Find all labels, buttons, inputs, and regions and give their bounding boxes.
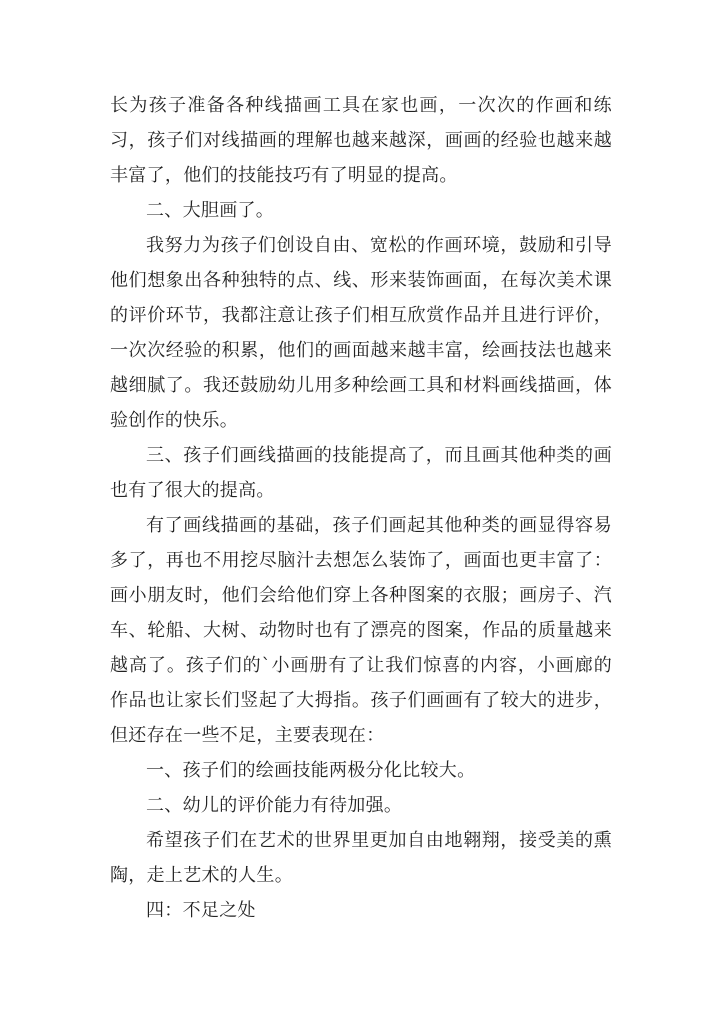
heading-shortcomings: 四：不足之处 <box>146 900 256 921</box>
paragraph-environment: 我努力为孩子们创设自由、宽松的作画环境，鼓励和引导他们想象出各种独特的点、线、形来装饰画面，在每次美术课的评价环节，我都注意让孩子们相互欣赏作品并且进行评价，一次次经验的积累，他们的画面越来越丰富，绘画技法也越来越细腻了。我还鼓励幼儿用多种绘画工具和材料画线描画，体验创作的快乐。 <box>110 235 612 431</box>
item-polarization: 一、孩子们的绘画技能两极分化比较大。 <box>146 760 476 781</box>
item-evaluation-ability: 二、幼儿的评价能力有待加强。 <box>146 795 403 816</box>
paragraph-foundation: 有了画线描画的基础，孩子们画起其他种类的画显得容易多了，再也不用挖尽脑汁去想怎么装饰了，画面也更丰富了：画小朋友时，他们会给他们穿上各种图案的衣服；画房子、汽车、轮船、大树、动物时也有了漂亮的图案，作品的质量越来越高了。孩子们的`小画册有了让我们惊喜的内容，小画廊的作品也让家长们竖起了大拇指。孩子们画画有了较大的进步，但还存在一些不足，主要表现在： <box>110 515 612 746</box>
heading-bold-drawing: 二、大胆画了。 <box>146 200 275 221</box>
paragraph-continuation: 长为孩子准备各种线描画工具在家也画，一次次的作画和练习，孩子们对线描画的理解也越来越深，画画的经验也越来越丰富了，他们的技能技巧有了明显的提高。 <box>110 95 612 186</box>
heading-skills-improved: 三、孩子们画线描画的技能提高了，而且画其他种类的画也有了很大的提高。 <box>110 445 612 501</box>
document-body <box>110 88 612 928</box>
paragraph-hope: 希望孩子们在艺术的世界里更加自由地翱翔，接受美的熏陶，走上艺术的人生。 <box>110 830 612 886</box>
